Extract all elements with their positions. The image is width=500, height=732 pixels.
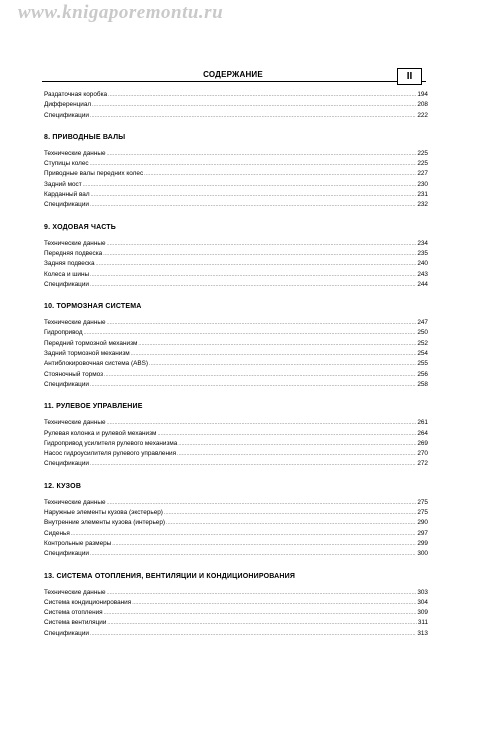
dot-leader <box>103 249 416 259</box>
dot-leader <box>104 608 417 618</box>
entry-label: Антиблокировочная система (ABS) <box>44 360 149 368</box>
dot-leader <box>90 111 416 121</box>
entry-page-number: 261 <box>417 419 428 427</box>
section-title: 11. РУЛЕВОЕ УПРАВЛЕНИЕ <box>44 403 143 411</box>
dot-leader <box>177 449 416 459</box>
dot-leader <box>108 90 416 100</box>
toc-entry[interactable] <box>44 328 428 338</box>
toc-entry[interactable] <box>44 159 428 169</box>
toc-entry[interactable] <box>44 549 428 559</box>
toc-entry[interactable] <box>44 280 428 290</box>
toc-entry[interactable] <box>44 270 428 280</box>
toc-entry[interactable] <box>44 508 428 518</box>
toc-section <box>44 481 428 560</box>
entry-page-number: 272 <box>417 460 428 468</box>
entry-label: Передняя подвеска <box>44 249 103 257</box>
header-rule <box>42 81 426 82</box>
entry-label: Задний тормозной механизм <box>44 350 130 358</box>
entry-page-number: 235 <box>417 249 428 257</box>
entry-page-number: 258 <box>417 380 428 388</box>
toc-entry[interactable] <box>44 529 428 539</box>
entry-page-number: 304 <box>417 598 428 606</box>
toc-section <box>44 571 428 639</box>
entry-label: Задний мост <box>44 180 82 188</box>
toc-entry[interactable] <box>44 449 428 459</box>
toc-section <box>44 132 428 211</box>
entry-page-number: 275 <box>417 498 428 506</box>
watermark: www.knigaporemontu.ru <box>18 2 224 23</box>
entry-page-number: 275 <box>417 509 428 517</box>
toc-entry[interactable] <box>44 588 428 598</box>
entry-page-number: 270 <box>417 450 428 458</box>
entry-label: Технические данные <box>44 239 106 247</box>
entry-label: Спецификации <box>44 380 89 388</box>
toc-section <box>44 401 428 469</box>
entry-label: Спецификации <box>44 550 89 558</box>
table-of-contents <box>44 90 428 650</box>
toc-entry[interactable] <box>44 598 428 608</box>
entry-label: Спецификации <box>44 629 89 637</box>
dot-leader <box>138 339 416 349</box>
dot-leader <box>90 459 416 469</box>
entry-label: Спецификации <box>44 280 89 288</box>
dot-leader <box>107 149 417 159</box>
toc-entry[interactable] <box>44 169 428 179</box>
dot-leader <box>131 349 417 359</box>
dot-leader <box>107 618 416 628</box>
entry-page-number: 243 <box>417 270 428 278</box>
dot-leader <box>90 549 416 559</box>
entry-page-number: 230 <box>417 180 428 188</box>
entry-label: Спецификации <box>44 111 89 119</box>
entry-page-number: 244 <box>417 280 428 288</box>
dot-leader <box>107 418 417 428</box>
dot-leader <box>144 169 416 179</box>
entry-label: Раздаточная коробка <box>44 91 108 98</box>
entry-page-number: 255 <box>417 360 428 368</box>
toc-entry[interactable] <box>44 190 428 200</box>
entry-page-number: 256 <box>417 370 428 378</box>
dot-leader <box>164 508 416 518</box>
entry-page-number: 297 <box>417 529 428 537</box>
toc-section <box>44 301 428 390</box>
entry-label: Гидропривод <box>44 329 83 337</box>
entry-page-number: 208 <box>417 101 428 109</box>
toc-entry[interactable] <box>44 90 428 100</box>
entry-label: Система отопления <box>44 609 103 617</box>
toc-entry[interactable] <box>44 111 428 121</box>
dot-leader <box>107 239 417 249</box>
dot-leader <box>96 259 417 269</box>
dot-leader <box>90 159 417 169</box>
toc-entry[interactable] <box>44 459 428 469</box>
section-title: 10. ТОРМОЗНАЯ СИСТЕМА <box>44 303 142 311</box>
entry-page-number: 290 <box>417 519 428 527</box>
toc-entry[interactable] <box>44 359 428 369</box>
toc-section <box>44 222 428 290</box>
entry-label: Передний тормозной механизм <box>44 339 138 347</box>
entry-page-number: 231 <box>417 191 428 199</box>
page-title: СОДЕРЖАНИЕ <box>203 70 263 79</box>
toc-entry[interactable] <box>44 318 428 328</box>
entry-label: Технические данные <box>44 149 106 157</box>
dot-leader <box>107 588 417 598</box>
entry-label: Система вентиляции <box>44 619 107 627</box>
entry-page-number: 300 <box>417 550 428 558</box>
entry-page-number: 234 <box>417 239 428 247</box>
entry-label: Технические данные <box>44 419 106 427</box>
toc-entry[interactable] <box>44 429 428 439</box>
dot-leader <box>90 200 416 210</box>
entry-page-number: 247 <box>417 319 428 327</box>
toc-section <box>44 90 428 121</box>
entry-label: Технические данные <box>44 498 106 506</box>
entry-page-number: 250 <box>417 329 428 337</box>
entry-page-number: 252 <box>417 339 428 347</box>
entry-label: Внутренние элементы кузова (интерьер) <box>44 519 166 527</box>
dot-leader <box>92 100 416 110</box>
entry-label: Задняя подвеска <box>44 260 95 268</box>
entry-label: Сиденья <box>44 529 70 537</box>
entry-label: Ступицы колес <box>44 160 89 168</box>
dot-leader <box>107 318 417 328</box>
entry-page-number: 303 <box>417 588 428 596</box>
section-title: 8. ПРИВОДНЫЕ ВАЛЫ <box>44 133 126 141</box>
entry-page-number: 269 <box>417 439 428 447</box>
entry-page-number: 222 <box>417 111 428 119</box>
section-title: 12. КУЗОВ <box>44 482 82 490</box>
dot-leader <box>157 429 416 439</box>
entry-page-number: 309 <box>417 609 428 617</box>
entry-page-number: 313 <box>417 629 428 637</box>
entry-page-number: 299 <box>417 539 428 547</box>
toc-entry[interactable] <box>44 539 428 549</box>
section-badge: II <box>397 68 422 85</box>
dot-leader <box>104 370 416 380</box>
toc-entry[interactable] <box>44 200 428 210</box>
dot-leader <box>112 539 416 549</box>
entry-page-number: 254 <box>417 350 428 358</box>
toc-entry[interactable] <box>44 518 428 528</box>
entry-label: Технические данные <box>44 319 106 327</box>
toc-entry[interactable] <box>44 439 428 449</box>
toc-entry[interactable] <box>44 239 428 249</box>
toc-entry[interactable] <box>44 180 428 190</box>
toc-entry[interactable] <box>44 498 428 508</box>
entry-label: Спецификации <box>44 201 89 209</box>
toc-entry[interactable] <box>44 259 428 269</box>
dot-leader <box>71 529 417 539</box>
entry-label: Дифференциал <box>44 101 92 109</box>
toc-entry[interactable] <box>44 149 428 159</box>
entry-label: Технические данные <box>44 588 106 596</box>
entry-label: Контрольные размеры <box>44 539 112 547</box>
entry-label: Стояночный тормоз <box>44 370 103 378</box>
toc-entry[interactable] <box>44 100 428 110</box>
entry-label: Наружные элементы кузова (экстерьер) <box>44 509 163 517</box>
toc-entry[interactable] <box>44 618 428 628</box>
section-title: 9. ХОДОВАЯ ЧАСТЬ <box>44 223 116 231</box>
dot-leader <box>90 280 416 290</box>
entry-label: Карданный вал <box>44 191 90 199</box>
entry-label: Колеса и шины <box>44 270 90 278</box>
entry-label: Рулевая колонка и рулевой механизм <box>44 429 157 437</box>
dot-leader <box>83 180 417 190</box>
dot-leader <box>178 439 416 449</box>
entry-page-number: 311 <box>417 619 428 627</box>
dot-leader <box>166 518 416 528</box>
entry-label: Приводные валы передних колес <box>44 170 144 178</box>
dot-leader <box>90 270 416 280</box>
entry-page-number: 227 <box>417 170 428 178</box>
entry-page-number: 240 <box>417 260 428 268</box>
toc-entry[interactable] <box>44 249 428 259</box>
entry-page-number: 232 <box>417 201 428 209</box>
entry-page-number: 225 <box>417 160 428 168</box>
toc-entry[interactable] <box>44 418 428 428</box>
entry-label: Спецификации <box>44 460 89 468</box>
toc-entry[interactable] <box>44 339 428 349</box>
toc-entry[interactable] <box>44 370 428 380</box>
entry-page-number: 264 <box>417 429 428 437</box>
entry-page-number: 194 <box>417 91 428 98</box>
dot-leader <box>90 380 416 390</box>
dot-leader <box>84 328 417 338</box>
dot-leader <box>91 190 417 200</box>
dot-leader <box>107 498 417 508</box>
toc-entry[interactable] <box>44 629 428 639</box>
entry-label: Система кондиционирования <box>44 598 132 606</box>
entry-label: Насос гидроусилителя рулевого управления <box>44 450 177 458</box>
entry-page-number: 225 <box>417 149 428 157</box>
toc-entry[interactable] <box>44 380 428 390</box>
toc-entry[interactable] <box>44 608 428 618</box>
dot-leader <box>90 629 416 639</box>
entry-label: Гидропривод усилителя рулевого механизма <box>44 439 178 447</box>
section-title: 13. СИСТЕМА ОТОПЛЕНИЯ, ВЕНТИЛЯЦИИ И КОНДИЦИОНИРОВАНИЯ <box>44 572 296 580</box>
toc-entry[interactable] <box>44 349 428 359</box>
dot-leader <box>149 359 416 369</box>
dot-leader <box>132 598 416 608</box>
